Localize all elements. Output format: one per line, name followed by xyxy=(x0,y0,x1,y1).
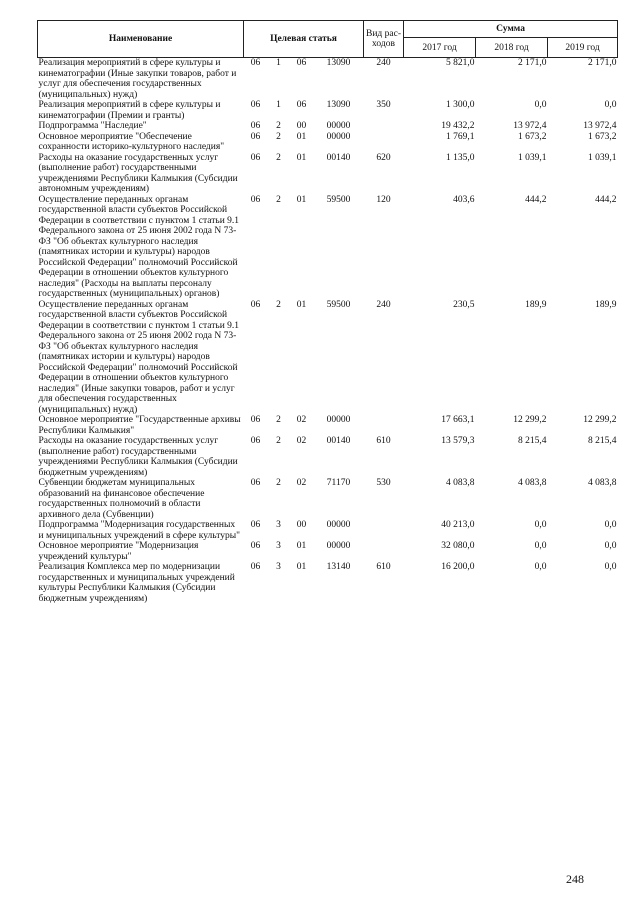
table-row xyxy=(38,195,618,300)
sum-2019: 4 083,8 xyxy=(588,478,617,488)
row-name: Подпрограмма "Модернизация государственных и муниципальных учреждений в сфере культуры" xyxy=(38,520,241,541)
code-program: 06 xyxy=(250,121,261,131)
code-program: 06 xyxy=(250,436,261,446)
sum-2019: 0,0 xyxy=(604,520,617,530)
expense-type xyxy=(364,121,404,132)
table-row xyxy=(38,436,618,478)
sum-2019: 1 673,2 xyxy=(588,131,617,142)
sum-2017: 40 213,0 xyxy=(441,520,475,530)
expense-type: 240 xyxy=(376,58,391,68)
sum-2019: 0,0 xyxy=(604,562,617,572)
code-event: 02 xyxy=(296,478,307,488)
code-event: 01 xyxy=(296,194,307,205)
code-subprogram: 3 xyxy=(276,520,281,530)
code-program: 06 xyxy=(250,131,261,142)
expense-type: 120 xyxy=(376,194,391,205)
code-direction: 00000 xyxy=(326,121,351,131)
sum-2018: 1 039,1 xyxy=(518,152,547,163)
row-name: Реализация мероприятий в сфере культуры и кинематографии (Премии и гранты) xyxy=(38,100,221,121)
sum-2019: 0,0 xyxy=(604,541,617,551)
sum-2017: 1 300,0 xyxy=(446,100,475,110)
sum-2019: 8 215,4 xyxy=(588,436,617,446)
code-event: 01 xyxy=(296,299,307,310)
code-subprogram: 2 xyxy=(276,415,281,425)
table-row xyxy=(38,100,618,121)
table-row xyxy=(38,300,618,416)
code-event: 01 xyxy=(296,541,307,551)
sum-2019: 2 171,0 xyxy=(588,58,617,68)
code-subprogram: 2 xyxy=(276,194,281,205)
sum-2019: 1 039,1 xyxy=(588,152,617,163)
sum-2019: 13 972,4 xyxy=(583,121,617,131)
code-subprogram: 2 xyxy=(276,152,281,163)
code-direction: 00140 xyxy=(326,152,351,163)
expense-type xyxy=(364,132,404,153)
table-row xyxy=(38,520,618,541)
sum-2018: 13 972,4 xyxy=(513,121,547,131)
header-name: Наименование xyxy=(38,21,244,58)
row-name: Расходы на оказание государственных услуг (выполнение работ) государственными учреждениями Республики Калмыкия (Субсидии бюджетным учреждениям) xyxy=(38,436,238,478)
code-event: 01 xyxy=(296,152,307,163)
header-sum: Сумма xyxy=(404,21,618,38)
code-program: 06 xyxy=(250,152,261,163)
code-event: 00 xyxy=(296,520,307,530)
code-subprogram: 2 xyxy=(276,299,281,310)
row-name: Подпрограмма "Наследие" xyxy=(38,121,147,131)
table-row xyxy=(38,562,618,604)
header-target: Целевая статья xyxy=(244,21,364,58)
sum-2017: 16 200,0 xyxy=(441,562,475,572)
expense-type: 530 xyxy=(376,478,391,488)
code-direction: 59500 xyxy=(326,194,351,205)
row-name: Реализация Комплекса мер по модернизации государственных и муниципальных учреждений культуры Республики Калмыкия (Субсидии бюджетным учреждениям) xyxy=(38,562,235,604)
code-program: 06 xyxy=(250,562,261,572)
code-subprogram: 3 xyxy=(276,541,281,551)
code-direction: 00000 xyxy=(326,541,351,551)
header-2017: 2017 год xyxy=(404,38,476,58)
table-row xyxy=(38,121,618,132)
sum-2018: 4 083,8 xyxy=(518,478,547,488)
code-subprogram: 2 xyxy=(276,436,281,446)
code-program: 06 xyxy=(250,478,261,488)
budget-table xyxy=(37,20,618,604)
code-event: 01 xyxy=(296,562,307,572)
row-name: Расходы на оказание государственных услуг (выполнение работ) государственными учреждениями Республики Калмыкия (Субсидии автономным учреждениям) xyxy=(38,152,238,194)
sum-2017: 230,5 xyxy=(453,299,475,310)
sum-2017: 4 083,8 xyxy=(446,478,475,488)
expense-type: 610 xyxy=(376,436,391,446)
code-subprogram: 3 xyxy=(276,562,281,572)
sum-2017: 1 769,1 xyxy=(446,131,475,142)
code-subprogram: 2 xyxy=(276,478,281,488)
code-subprogram: 2 xyxy=(276,131,281,142)
sum-2017: 403,6 xyxy=(453,194,475,205)
sum-2019: 12 299,2 xyxy=(583,415,617,425)
code-direction: 13140 xyxy=(326,562,351,572)
row-name: Реализация мероприятий в сфере культуры и кинематографии (Иные закупки товаров, работ и услуг для обеспечения государственных (муниципальных) нужд) xyxy=(38,58,237,100)
table-row xyxy=(38,541,618,562)
table-row xyxy=(38,153,618,195)
expense-type xyxy=(364,520,404,541)
row-name: Основное мероприятие "Государственные архивы Республики Калмыкия" xyxy=(38,415,241,436)
code-direction: 71170 xyxy=(326,478,351,488)
sum-2017: 17 663,1 xyxy=(441,415,475,425)
code-direction: 59500 xyxy=(326,299,351,310)
code-event: 06 xyxy=(296,100,307,110)
table-row xyxy=(38,58,618,101)
expense-type: 610 xyxy=(376,562,391,572)
expense-type: 350 xyxy=(376,100,391,110)
code-program: 06 xyxy=(250,520,261,530)
code-direction: 13090 xyxy=(326,58,351,68)
sum-2018: 2 171,0 xyxy=(518,58,547,68)
header-2019: 2019 год xyxy=(548,38,618,58)
expense-type: 240 xyxy=(376,299,391,310)
sum-2018: 0,0 xyxy=(534,562,547,572)
code-program: 06 xyxy=(250,415,261,425)
header-2018: 2018 год xyxy=(476,38,548,58)
expense-type xyxy=(364,541,404,562)
table-header xyxy=(38,21,618,58)
code-program: 06 xyxy=(250,58,261,68)
sum-2019: 0,0 xyxy=(604,100,617,110)
sum-2017: 1 135,0 xyxy=(446,152,475,163)
row-name: Субвенции бюджетам муниципальных образований на финансовое обеспечение государственных полномочий в области архивного дела (Субвенции) xyxy=(38,478,205,520)
header-exp-type: Вид рас-ходов xyxy=(364,21,404,58)
code-event: 01 xyxy=(296,131,307,142)
code-event: 02 xyxy=(296,415,307,425)
table-body xyxy=(38,58,618,605)
expense-type: 620 xyxy=(376,152,391,163)
code-direction: 00000 xyxy=(326,131,351,142)
code-direction: 00000 xyxy=(326,520,351,530)
code-direction: 00140 xyxy=(326,436,351,446)
sum-2018: 8 215,4 xyxy=(518,436,547,446)
code-event: 02 xyxy=(296,436,307,446)
code-subprogram: 1 xyxy=(276,58,281,68)
code-event: 06 xyxy=(296,58,307,68)
table-row xyxy=(38,415,618,436)
code-program: 06 xyxy=(250,100,261,110)
table-row xyxy=(38,478,618,520)
sum-2018: 189,9 xyxy=(525,299,547,310)
sum-2018: 0,0 xyxy=(534,541,547,551)
code-event: 00 xyxy=(296,121,307,131)
sum-2019: 444,2 xyxy=(595,194,617,205)
page-number: 248 xyxy=(566,872,584,886)
code-direction: 00000 xyxy=(326,415,351,425)
sum-2018: 1 673,2 xyxy=(518,131,547,142)
sum-2018: 0,0 xyxy=(534,520,547,530)
code-direction: 13090 xyxy=(326,100,351,110)
table-row xyxy=(38,132,618,153)
row-name: Осуществление переданных органам государственной власти субъектов Российской Федерации в соответствии с пунктом 1 статьи 9.1 Федерального закона от 25 июня 2002 года N 73-ФЗ "Об объектах культурного наследия (памятниках истории и культуры) народов Российской Федерации" полномочий Российской Федерации в отношении объектов культурного наследия" (Иные закупки товаров, работ и услуг для обеспечения государственных (муниципальных) нужд) xyxy=(38,299,240,415)
sum-2017: 5 821,0 xyxy=(446,58,475,68)
row-name: Осуществление переданных органам государственной власти субъектов Российской Федерации в соответствии с пунктом 1 статьи 9.1 Федерального закона от 25 июня 2002 года N 73-ФЗ "Об объектах культурного наследия (памятниках истории и культуры) народов Российской Федерации" полномочий Российской Федерации в отношении объектов культурного наследия" (Расходы на выплаты персоналу государственных (муниципальных) органов) xyxy=(38,194,240,299)
sum-2017: 19 432,2 xyxy=(441,121,475,131)
sum-2017: 13 579,3 xyxy=(441,436,475,446)
code-subprogram: 2 xyxy=(276,121,281,131)
row-name: Основное мероприятие "Модернизация учреждений культуры" xyxy=(38,541,199,562)
code-program: 06 xyxy=(250,541,261,551)
code-program: 06 xyxy=(250,299,261,310)
sum-2017: 32 080,0 xyxy=(441,541,475,551)
code-program: 06 xyxy=(250,194,261,205)
sum-2018: 0,0 xyxy=(534,100,547,110)
sum-2018: 12 299,2 xyxy=(513,415,547,425)
sum-2018: 444,2 xyxy=(525,194,547,205)
code-subprogram: 1 xyxy=(276,100,281,110)
row-name: Основное мероприятие "Обеспечение сохранности историко-культурного наследия" xyxy=(38,131,225,152)
expense-type xyxy=(364,415,404,436)
sum-2019: 189,9 xyxy=(595,299,617,310)
